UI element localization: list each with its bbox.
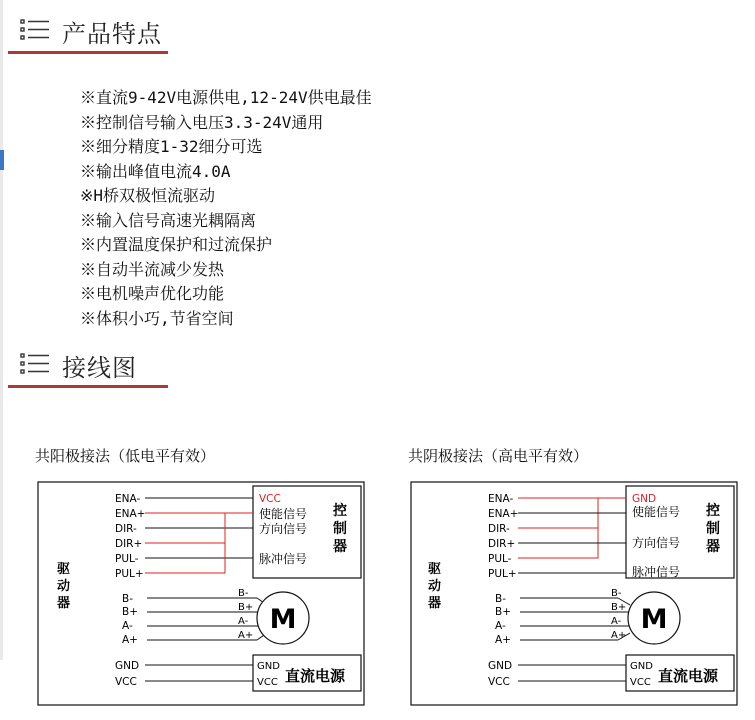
pin-label: B-: [495, 593, 506, 605]
pin-label: ENA-: [115, 493, 141, 505]
power-supply-label: 直流电源: [285, 667, 346, 685]
pin-label: B+: [495, 606, 512, 618]
motor-pin-label: A-: [238, 616, 249, 627]
pin-label: A-: [122, 620, 133, 632]
list-icon: [20, 18, 50, 42]
driver-label-char: 动: [57, 579, 71, 594]
driver-label-char: 器: [428, 596, 442, 611]
pin-label: GND: [115, 660, 140, 672]
motor-pin-label: B-: [238, 588, 249, 599]
pin-label: ENA+: [488, 508, 519, 520]
pin-label: DIR-: [115, 523, 137, 535]
pin-label: VCC: [488, 676, 510, 688]
controller-label-char: 制: [333, 521, 347, 537]
motor-pin-label: A+: [611, 630, 627, 641]
power-pin-label: GND: [257, 661, 280, 672]
diagram-title: 共阴极接法（高电平有效）: [408, 447, 589, 465]
motor-pin-label: B-: [611, 588, 622, 599]
feature-item: ※输出峰值电流4.0A: [80, 161, 231, 181]
heading-underline: [8, 385, 168, 388]
power-pin-label: VCC: [257, 677, 278, 688]
wiring-diagram-common-anode: [35, 445, 395, 715]
feature-list: [80, 86, 372, 331]
wiring-schematic: [35, 445, 395, 715]
pin-label: DIR-: [488, 523, 510, 535]
controller-label-char: 器: [333, 539, 347, 555]
signal-lines-red: [145, 513, 253, 573]
feature-item: ※H桥双极恒流驱动: [80, 186, 216, 205]
pin-label: B-: [122, 593, 133, 605]
feature-item: ※内置温度保护和过流保护: [80, 235, 273, 254]
driver-pin-labels: [488, 493, 518, 688]
motor-pin-labels: [611, 588, 626, 641]
features-title: 产品特点: [62, 20, 162, 48]
controller-label-char: 控: [333, 503, 347, 519]
features-heading: [0, 4, 175, 54]
pin-label: PUL-: [488, 553, 512, 565]
motor-pin-label: B+: [611, 602, 627, 613]
motor-pin-label: A-: [611, 616, 622, 627]
pin-label: A+: [122, 634, 138, 646]
controller-label-char: 器: [706, 539, 720, 555]
driver-pin-labels: [115, 493, 145, 688]
diagram-title: 共阳极接法（低电平有效）: [35, 447, 216, 465]
motor-label: M: [640, 604, 668, 635]
feature-item: ※电机噪声优化功能: [80, 284, 225, 303]
driver-label-char: 驱: [428, 562, 442, 577]
signal-lines-black: [145, 498, 253, 558]
motor-pin-label: B+: [238, 602, 254, 613]
controller-label-char: 制: [706, 521, 720, 537]
controller-common-label: VCC: [259, 493, 281, 505]
power-lines: [145, 665, 253, 681]
power-pin-label: VCC: [630, 677, 651, 688]
pin-label: B+: [122, 606, 139, 618]
pin-label: A+: [495, 634, 511, 646]
feature-item: ※自动半流减少发热: [80, 259, 225, 279]
pin-label: PUL+: [488, 568, 517, 580]
heading-underline: [8, 51, 168, 54]
wiring-title: 接线图: [62, 354, 137, 382]
list-icon: [20, 352, 50, 376]
motor-label: M: [269, 604, 297, 635]
pin-label: ENA-: [488, 493, 514, 505]
pin-label: DIR+: [115, 538, 143, 550]
pin-label: DIR+: [488, 538, 516, 550]
signal-lines-black: [518, 513, 626, 573]
motor-pin-label: A+: [238, 630, 254, 641]
left-edge-line: [0, 0, 3, 660]
pin-label: PUL+: [115, 568, 144, 580]
pin-label: ENA+: [115, 508, 146, 520]
left-edge-marker: [0, 150, 4, 170]
controller-common-label: GND: [632, 493, 657, 505]
signal-lines-red: [518, 498, 626, 558]
controller-label-char: 控: [706, 503, 720, 519]
feature-item: ※直流9-42V电源供电,12-24V供电最佳: [80, 88, 372, 107]
feature-item: ※细分精度1-32细分可选: [80, 137, 263, 156]
power-pin-label: GND: [630, 661, 653, 672]
pin-label: GND: [488, 660, 513, 672]
controller-signal-label: 方向信号: [632, 536, 681, 550]
pin-label: A-: [495, 620, 506, 632]
wiring-diagram-common-cathode: [408, 445, 755, 715]
power-lines: [518, 665, 626, 681]
feature-item: ※输入信号高速光耦隔离: [80, 210, 257, 230]
pin-label: PUL-: [115, 553, 139, 565]
driver-label-char: 动: [428, 579, 442, 594]
feature-item: ※体积小巧,节省空间: [80, 308, 234, 328]
wiring-heading: [0, 338, 175, 388]
controller-signal-label: 脉冲信号: [632, 565, 681, 579]
controller-signal-label: 脉冲信号: [259, 552, 308, 566]
controller-signal-label: 使能信号: [632, 505, 681, 519]
wiring-schematic: [408, 445, 748, 715]
controller-signal-label: 使能信号: [259, 507, 308, 521]
power-supply-label: 直流电源: [658, 667, 719, 685]
motor-pin-labels: [238, 588, 253, 641]
pin-label: VCC: [115, 676, 137, 688]
controller-signal-label: 方向信号: [259, 522, 308, 536]
driver-label-char: 驱: [57, 562, 71, 577]
driver-label-char: 器: [57, 596, 71, 611]
feature-item: ※控制信号输入电压3.3-24V通用: [80, 112, 324, 132]
